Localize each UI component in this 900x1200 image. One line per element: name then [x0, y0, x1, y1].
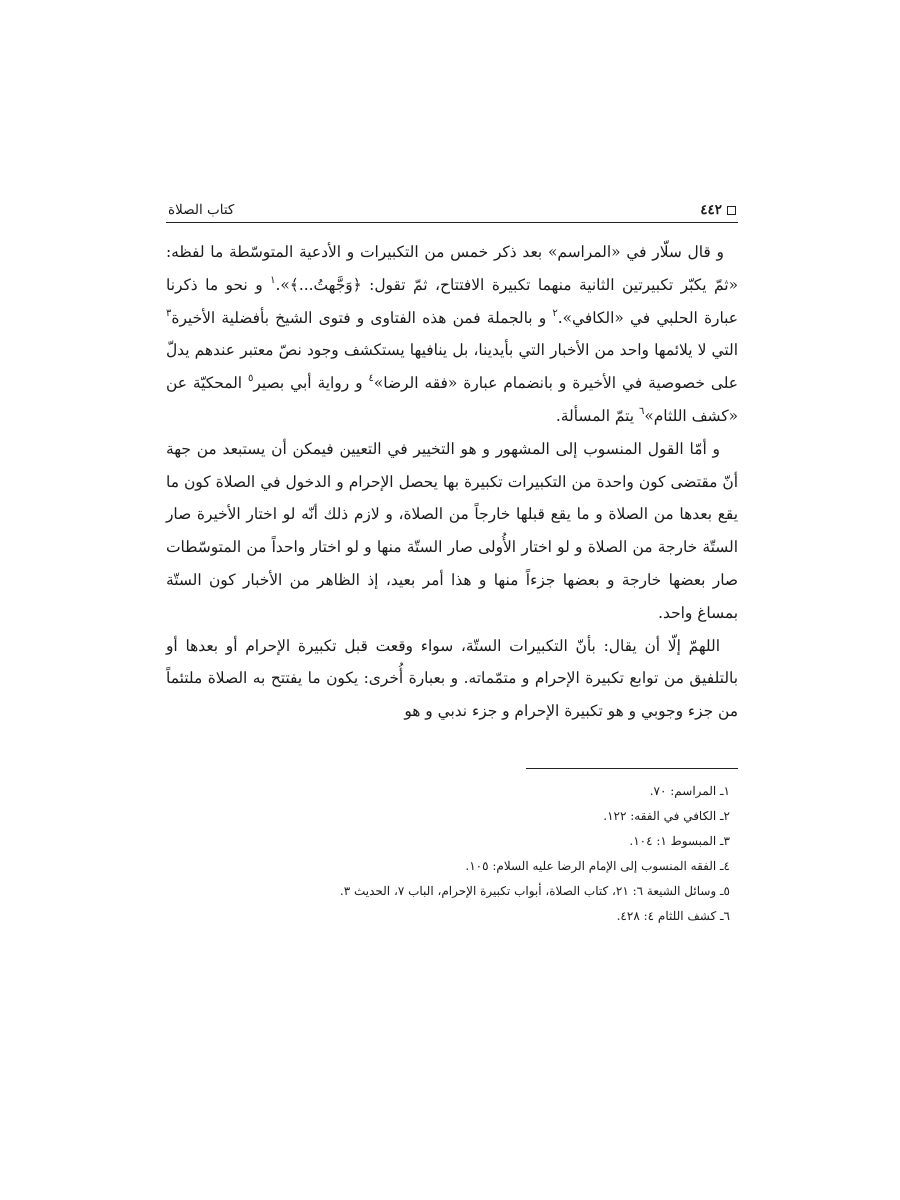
text-run: و بالجملة فمن هذه الفتاوى و فتوى الشيخ بأفضلية الأخيرة: [171, 308, 553, 327]
main-text: [166, 236, 738, 728]
text-run: و رواية أبي بصير: [253, 374, 369, 393]
text-run: و نحو ما ذكرنا عبارة الحلبي في «الكافي».: [166, 275, 738, 327]
footnote-5: ٥ـ وسائل الشيعة ٦: ٢١، كتاب الصلاة، أبواب تكبيرة الإحرام، الباب ٧، الحديث ٣.: [339, 883, 730, 898]
footnote-ref: ١: [270, 274, 276, 286]
footnote-3: ٣ـ المبسوط ١: ١٠٤.: [629, 833, 730, 848]
text-run: اللهمّ إلّا أن يقال: بأنّ التكبيرات الستّة، سواء وقعت قبل تكبيرة الإحرام أو بعدها أو بالتلفيق من توابع تكبيرة الإحرام و متمّماته. و بعبارة أُخرى: يكون ما يفتتح به الصلاة ملتئماً من جزء وجوبي و هو تكبيرة الإحرام و جزء ندبي و هو: [166, 636, 738, 721]
paragraph-2: [166, 433, 738, 630]
footnote-separator: [526, 768, 738, 769]
footnote-2: ٢ـ الكافي في الفقه: ١٢٢.: [603, 808, 730, 823]
footnote-ref: ٦: [638, 405, 645, 417]
book-title: كتاب الصلاة: [168, 202, 235, 218]
footnote-ref: ٣: [166, 307, 172, 319]
footnote-4: ٤ـ الفقه المنسوب إلى الإمام الرضا عليه السلام: ١٠٥.: [465, 858, 730, 873]
paragraph-1: [166, 236, 738, 433]
paragraph-3: [166, 630, 738, 728]
footnote-ref: ٥: [248, 373, 254, 385]
footnote-ref: ٢: [552, 307, 558, 319]
footnote-6: ٦ـ كشف اللثام ٤: ٤٢٨.: [616, 908, 730, 923]
text-run: التي لا يلائمها واحد من الأخبار التي بأيدينا، بل ينافيها يستكشف وجود نصّ معتبر عندهم يدلّ على خصوصية في الأخيرة و بانضمام عبارة «فقه الرضا»: [166, 341, 738, 393]
text-run: و أمّا القول المنسوب إلى المشهور و هو التخيير في التعيين فيمكن أن يستبعد من جهة أنّ مقتضى كون واحدة من التكبيرات تكبيرة بها يحصل الإحرام و الدخول في الصلاة كون ما يقع بعدها من الصلاة و ما يقع قبلها خارجاً من الصلاة، و لازم ذلك أنّه لو اختار الأخيرة صار الستّة خارجة من الصلاة و لو اختار الأُولى صار الستّة منها و لو اختار واحداً من المتوسّطات صار بعضها خارجة و بعضها جزءاً منها و هذا أمر بعيد، إذ الظاهر من الأخبار كون الستّة بمساغ واحد.: [166, 439, 738, 622]
text-run: يتمّ المسألة.: [555, 406, 639, 425]
footnotes-list: [166, 779, 738, 929]
text-run: و قال سلّار في «المراسم» بعد ذكر خمس من التكبيرات و الأدعية المتوسّطة ما لفظه: «ثمّ يكبّر تكبيرتين الثانية منهما تكبيرة الافتتاح، ثمّ تقول: ﴿وَجَّهتُ...﴾».: [166, 243, 738, 294]
book-page: [166, 192, 738, 929]
footnote-1: ١ـ المراسم: ٧٠.: [649, 783, 730, 798]
page-number: ٤٤٢: [700, 202, 722, 218]
text-run: المحكيّة عن «كشف اللثام»: [166, 374, 738, 425]
square-icon: [727, 206, 736, 215]
page-number-box: [700, 202, 736, 218]
running-header: [166, 192, 738, 223]
footnote-ref: ٤: [368, 373, 374, 385]
